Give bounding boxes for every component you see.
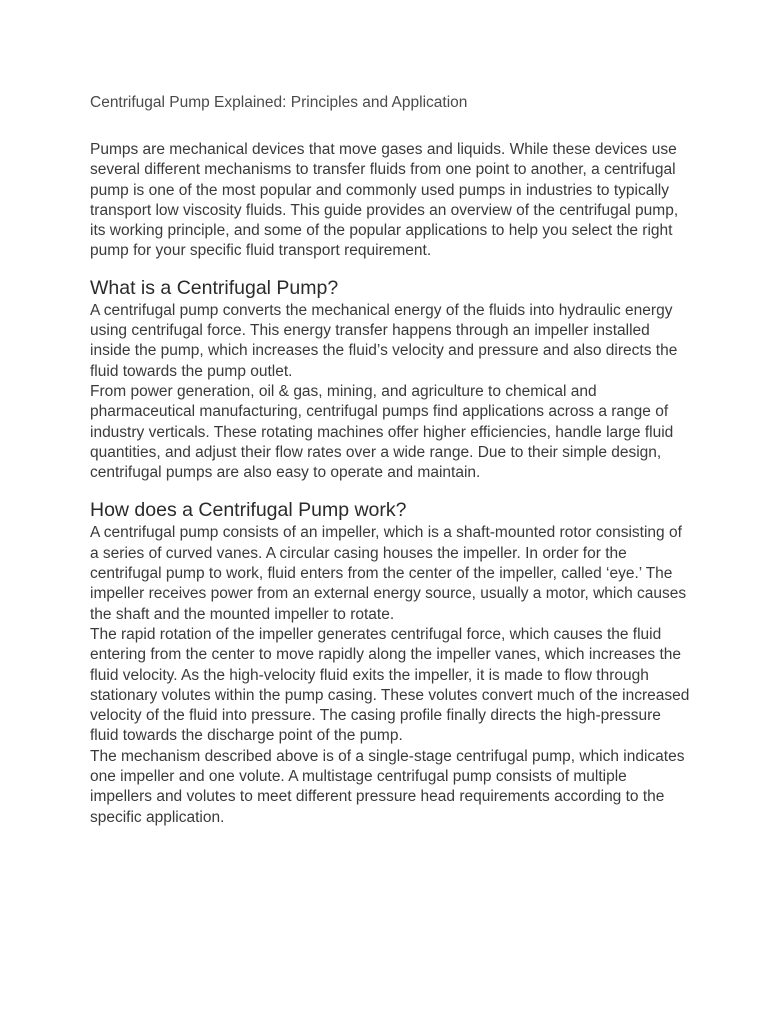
- section-paragraph: A centrifugal pump consists of an impeller, which is a shaft-mounted rotor consisting of a series of curved vanes. A circular casing houses the impeller. In order for the centrifugal pump to work, fluid enters from the center of the impeller, called ‘eye.’ The impeller receives power from an external energy source, usually a motor, which causes the shaft and the mounted impeller to rotate.: [90, 524, 687, 623]
- section-paragraph: The mechanism described above is of a single-stage centrifugal pump, which indicates one impeller and one volute. A multistage centrifugal pump consists of multiple impellers and volutes to meet different pressure head requirements according to the specific application.: [90, 747, 685, 826]
- section-paragraph: From power generation, oil & gas, mining, and agriculture to chemical and pharmaceutical manufacturing, centrifugal pumps find applications across a range of industry verticals. These rotating machines offer higher efficiencies, handle large fluid quantities, and adjust their flow rates over a wide range. Due to their simple design, centrifugal pumps are also easy to operate and maintain.: [90, 382, 674, 482]
- document-title: Centrifugal Pump Explained: Principles and Application: [90, 94, 468, 111]
- section-how-works: [90, 497, 690, 827]
- intro-paragraph: Pumps are mechanical devices that move gases and liquids. While these devices use several different mechanisms to transfer fluids from one point to another, a centrifugal pump is one of the most popular and commonly used pumps in industries to typically transport low viscosity fluids. This guide provides an overview of the centrifugal pump, its working principle, and some of the popular applications to help you select the right pump for your specific fluid transport requirement.: [90, 141, 679, 260]
- section-heading: How does a Centrifugal Pump work?: [90, 499, 407, 522]
- section-what-is: [90, 275, 690, 484]
- section-paragraph: The rapid rotation of the impeller generates centrifugal force, which causes the fluid entering from the center to move rapidly along the impeller vanes, which increases the fluid velocity. As the high-velocity fluid exits the impeller, it is made to flow through stationary volutes within the pump casing. These volutes convert much of the increased velocity of the fluid into pressure. The casing profile finally directs the high-pressure fluid towards the discharge point of the pump.: [90, 625, 690, 745]
- document-page: [90, 93, 690, 828]
- section-heading: What is a Centrifugal Pump?: [90, 276, 339, 299]
- section-paragraph: A centrifugal pump converts the mechanical energy of the fluids into hydraulic energy using centrifugal force. This energy transfer happens through an impeller installed inside the pump, which increases the fluid’s velocity and pressure and also directs the fluid towards the pump outlet.: [90, 301, 678, 380]
